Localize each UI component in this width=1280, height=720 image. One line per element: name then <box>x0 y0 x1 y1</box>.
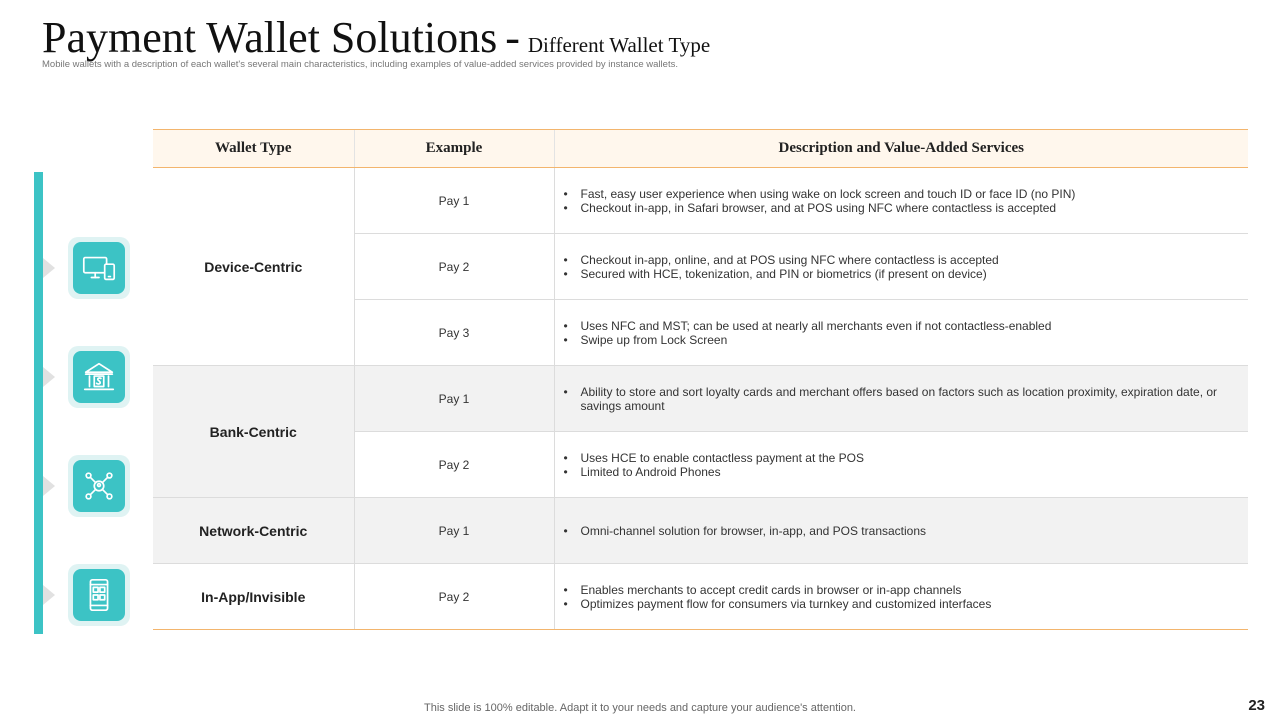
description-bullet: • Uses NFC and MST; can be used at nearly all merchants even if not contactless-enabled <box>581 319 1229 333</box>
slide-subtitle: Mobile wallets with a description of each wallet's several main characteristics, including examples of value-added services provided by instance wallets. <box>42 59 678 70</box>
description-cell <box>554 168 1248 234</box>
sidebar-arrow-marker <box>43 476 55 496</box>
network-centric-icon-tile <box>68 455 130 517</box>
sidebar-accent-bar <box>34 172 43 634</box>
header-wallet-type: Wallet Type <box>153 130 354 168</box>
description-cell <box>554 366 1248 432</box>
table-row <box>153 366 1248 432</box>
slide-title-separator: - <box>505 13 520 62</box>
bank-icon <box>73 351 125 403</box>
description-bullet: • Uses HCE to enable contactless payment at the POS <box>581 451 1229 465</box>
description-cell <box>554 300 1248 366</box>
description-cell <box>554 564 1248 630</box>
description-bullet: • Omni-channel solution for browser, in-app, and POS transactions <box>581 524 1229 538</box>
example-cell: Pay 2 <box>354 432 554 498</box>
device-centric-icon-tile <box>68 237 130 299</box>
wallet-type-cell: In-App/Invisible <box>153 564 354 630</box>
description-bullet: • Swipe up from Lock Screen <box>581 333 1229 347</box>
description-bullet: • Checkout in-app, online, and at POS using NFC where contactless is accepted <box>581 253 1229 267</box>
example-cell: Pay 1 <box>354 498 554 564</box>
wallet-type-cell: Network-Centric <box>153 498 354 564</box>
example-cell: Pay 2 <box>354 234 554 300</box>
mobile-app-icon <box>73 569 125 621</box>
sidebar-arrow-marker <box>43 258 55 278</box>
slide-title-suffix: Different Wallet Type <box>527 33 711 57</box>
table-header-row <box>153 130 1248 168</box>
description-bullet: • Optimizes payment flow for consumers via turnkey and customized interfaces <box>581 597 1229 611</box>
slide-title-main: Payment Wallet Solutions <box>42 13 498 62</box>
wallet-types-table <box>153 129 1248 630</box>
description-bullet: • Fast, easy user experience when using wake on lock screen and touch ID or face ID (no PIN) <box>581 187 1229 201</box>
in-app-icon-tile <box>68 564 130 626</box>
network-icon <box>73 460 125 512</box>
sidebar-arrow-marker <box>43 367 55 387</box>
description-bullet: • Checkout in-app, in Safari browser, and at POS using NFC where contactless is accepted <box>581 201 1229 215</box>
example-cell: Pay 2 <box>354 564 554 630</box>
description-bullet: • Enables merchants to accept credit cards in browser or in-app channels <box>581 583 1229 597</box>
description-bullet: • Secured with HCE, tokenization, and PIN or biometrics (if present on device) <box>581 267 1229 281</box>
sidebar-arrow-marker <box>43 585 55 605</box>
page-number: 23 <box>1248 697 1265 714</box>
bank-centric-icon-tile <box>68 346 130 408</box>
slide-footer-note: This slide is 100% editable. Adapt it to your needs and capture your audience's attention. <box>424 702 856 714</box>
description-cell <box>554 234 1248 300</box>
table-row <box>153 168 1248 234</box>
table-row <box>153 498 1248 564</box>
example-cell: Pay 1 <box>354 366 554 432</box>
description-cell <box>554 498 1248 564</box>
example-cell: Pay 1 <box>354 168 554 234</box>
header-example: Example <box>354 130 554 168</box>
table-row <box>153 564 1248 630</box>
description-bullet: • Limited to Android Phones <box>581 465 1229 479</box>
wallet-type-cell: Bank-Centric <box>153 366 354 498</box>
header-description: Description and Value-Added Services <box>554 130 1248 168</box>
description-bullet: • Ability to store and sort loyalty cards and merchant offers based on factors such as location proximity, expiration date, or savings amount <box>581 385 1229 413</box>
description-cell <box>554 432 1248 498</box>
wallet-type-cell: Device-Centric <box>153 168 354 366</box>
example-cell: Pay 3 <box>354 300 554 366</box>
devices-icon <box>73 242 125 294</box>
